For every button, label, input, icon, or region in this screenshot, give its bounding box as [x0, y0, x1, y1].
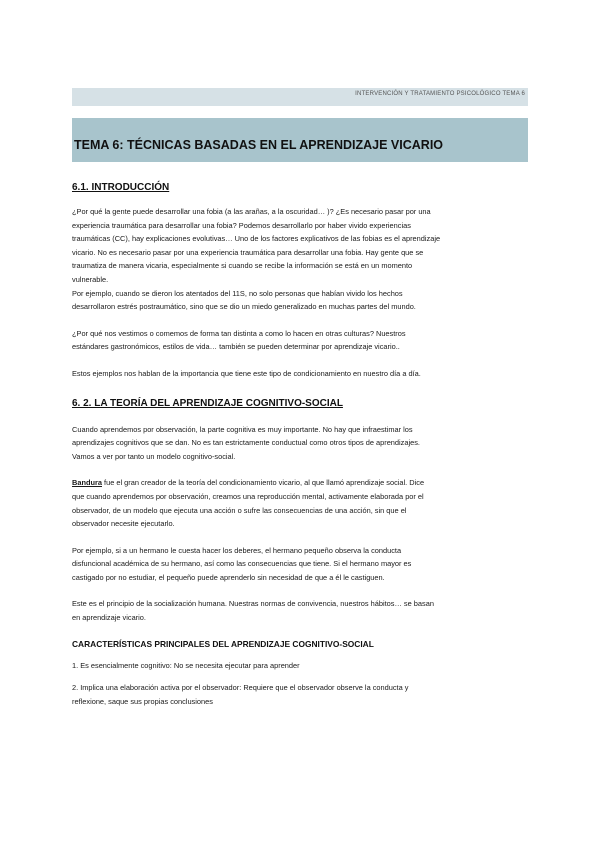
- text-line: desarrollaron estrés postraumático, sino que se dio un miedo generalizado en muchas partes del mundo.: [72, 302, 416, 312]
- page-title: TEMA 6: TÉCNICAS BASADAS EN EL APRENDIZAJE VICARIO: [74, 138, 444, 152]
- section-heading-teoria: 6. 2. LA TEORÍA DEL APRENDIZAJE COGNITIVO-SOCIAL: [72, 397, 343, 409]
- teoria-paragraph-bandura: [72, 476, 530, 530]
- text-line: ¿Por qué nos vestimos o comemos de forma tan distinta a como lo hacen en otras culturas? Nuestros: [72, 328, 406, 338]
- text-line: [72, 476, 530, 490]
- bandura-name: Bandura: [72, 478, 102, 488]
- text-line: 1. Es esencialmente cognitivo: No se necesita ejecutar para aprender: [72, 660, 300, 670]
- text-line: reflexione, saque sus propias conclusiones: [72, 696, 213, 706]
- title-banner: [72, 118, 528, 162]
- text-line: Este es el principio de la socialización humana. Nuestras normas de convivencia, nuestros hábitos… se basan: [72, 599, 434, 609]
- document-body: [72, 178, 530, 708]
- text-line: traumáticas (CC), hay explicaciones evolutivas… Uno de los factores explicativos de las fobias es el aprendizaje: [72, 234, 441, 244]
- text-line: vicario. No es necesario pasar por una experiencia traumática para desarrollar una fobia. Hay gente que se: [72, 247, 424, 257]
- text-line: ¿Por qué la gente puede desarrollar una fobia (a las arañas, a la oscuridad… )? ¿Es necesario pasar por una: [72, 207, 431, 216]
- running-header: [72, 88, 528, 106]
- text-line: disfuncional académica de su hermano, así como las consecuencias que tiene. Si el hermano mayor es: [72, 559, 412, 569]
- caracteristica-item-2: [72, 681, 530, 708]
- text-line: observador, de un modelo que ejecuta una acción o sufre las consecuencias de una acción, sin que el: [72, 505, 407, 515]
- text-line: Por ejemplo, cuando se dieron los atentados del 11S, no solo personas que habían vivido los hechos: [72, 288, 403, 298]
- text-line: experiencia traumática para desarrollar una fobia? Podemos desarrollarlo por haber vivido experiencias: [72, 220, 411, 230]
- text-line: Cuando aprendemos por observación, la parte cognitiva es muy importante. No hay que infraestimar los: [72, 424, 413, 434]
- subheading-caracteristicas: CARACTERÍSTICAS PRINCIPALES DEL APRENDIZAJE COGNITIVO-SOCIAL: [72, 638, 374, 649]
- text-line: 2. Implica una elaboración activa por el observador: Requiere que el observador observe la conducta y: [72, 683, 409, 693]
- teoria-paragraph-ejemplo: [72, 544, 530, 585]
- intro-paragraph-importancia: [72, 367, 530, 381]
- text-line: que cuando aprendemos por observación, creamos una reproducción mental, activamente elaborada por el: [72, 491, 424, 501]
- text-line: aprendizajes cognitivos que se dan. No es tan estrictamente conductual como otros tipos de aprendizajes.: [72, 438, 420, 448]
- text-line: traumatiza de manera vicaria, especialmente si cuando se recibe la información se está en un momento: [72, 261, 413, 271]
- teoria-paragraph-socializacion: [72, 597, 530, 624]
- intro-paragraph-fobias: [72, 205, 530, 314]
- section-heading-introduccion: 6.1. INTRODUCCIÓN: [72, 182, 170, 193]
- teoria-paragraph-observacion: [72, 423, 530, 464]
- running-title: INTERVENCIÓN Y TRATAMIENTO PSICOLÓGICO TEMA 6: [355, 91, 525, 97]
- caracteristica-item-1: [72, 659, 530, 673]
- intro-paragraph-culturas: [72, 327, 530, 354]
- text-line: Por ejemplo, si a un hermano le cuesta hacer los deberes, el hermano pequeño observa la conducta: [72, 545, 402, 555]
- text-fragment: fue el gran creador de la teoría del condicionamiento vicario, al que llamó aprendizaje social. Dice: [101, 478, 425, 488]
- text-line: castigado por no estudiar, el pequeño puede aprenderlo sin necesidad de que a él le castiguen.: [72, 572, 385, 582]
- text-line: observador necesite ejecutarlo.: [72, 519, 175, 529]
- text-line: estándares gastronómicos, estilos de vida… también se pueden determinar por aprendizaje vicario..: [72, 342, 400, 352]
- text-line: Vamos a ver por tanto un modelo cognitivo-social.: [72, 451, 236, 461]
- text-line: vulnerable.: [72, 274, 109, 284]
- text-line: Estos ejemplos nos hablan de la importancia que tiene este tipo de condicionamiento en nuestro día a día.: [72, 368, 421, 378]
- text-line: en aprendizaje vicario.: [72, 613, 146, 623]
